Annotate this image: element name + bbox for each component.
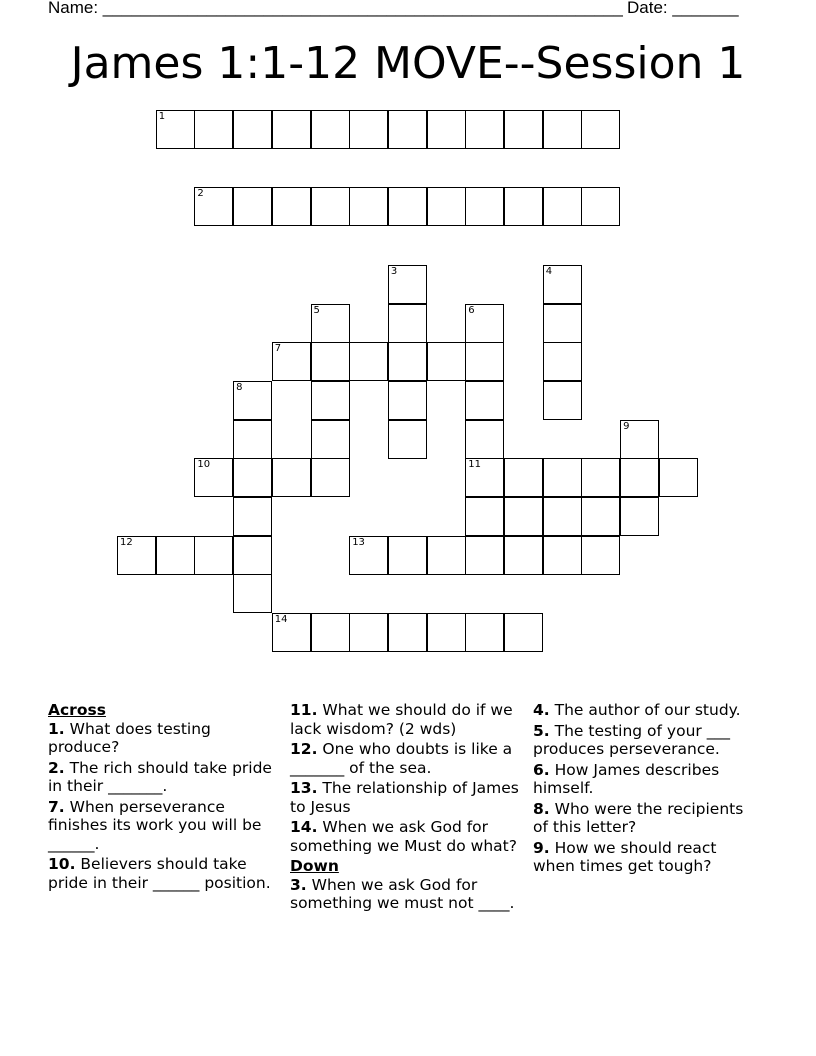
puzzle-title: James 1:1-12 MOVE--Session 1 xyxy=(70,38,746,89)
grid-cell[interactable] xyxy=(194,110,233,149)
grid-cell[interactable] xyxy=(427,536,466,575)
grid-cell[interactable] xyxy=(504,536,543,575)
grid-cell[interactable] xyxy=(388,536,427,575)
clues-column-2 xyxy=(290,701,522,915)
cell-number: 14 xyxy=(274,614,288,626)
grid-cell[interactable] xyxy=(543,110,582,149)
cell-number: 6 xyxy=(468,304,475,316)
grid-cell[interactable] xyxy=(543,381,582,420)
grid-cell[interactable] xyxy=(504,187,543,226)
down-clue-3: 3. When we ask God for something we must not ____. xyxy=(290,875,515,912)
grid-cell[interactable] xyxy=(388,342,427,381)
grid-cell[interactable] xyxy=(543,458,582,497)
cell-number: 9 xyxy=(623,420,630,432)
grid-cell[interactable] xyxy=(465,342,504,381)
grid-cell[interactable] xyxy=(311,110,350,149)
across-clue-11: 11. What we should do if we lack wisdom? (2 wds) xyxy=(290,701,513,738)
grid-cell[interactable] xyxy=(194,187,233,226)
cell-number: 1 xyxy=(158,111,166,122)
grid-cell[interactable] xyxy=(233,110,272,149)
grid-cell[interactable] xyxy=(465,304,504,343)
grid-cell[interactable] xyxy=(349,342,388,381)
grid-cell[interactable] xyxy=(620,497,659,536)
grid-cell[interactable] xyxy=(272,458,311,497)
grid-cell[interactable] xyxy=(272,110,311,149)
down-clue-9: 9. How we should react when times get tough? xyxy=(533,838,717,875)
grid-cell[interactable] xyxy=(427,613,466,652)
cell-number: 5 xyxy=(313,304,320,316)
down-clue-8: 8. Who were the recipients of this letter? xyxy=(533,799,744,836)
clues-column-3 xyxy=(533,701,763,878)
grid-cell[interactable] xyxy=(311,458,350,497)
cell-number: 10 xyxy=(197,459,211,471)
across-heading: Across xyxy=(48,701,106,719)
grid-cell[interactable] xyxy=(465,458,504,497)
down-heading: Down xyxy=(290,857,339,875)
grid-cell[interactable] xyxy=(504,613,543,652)
grid-cell[interactable] xyxy=(465,536,504,575)
grid-cell[interactable] xyxy=(349,187,388,226)
name-field-label: Name: _______________________________________________________ xyxy=(48,0,623,17)
down-clue-6: 6. How James describes himself. xyxy=(533,760,720,797)
grid-cell[interactable] xyxy=(233,187,272,226)
grid-cell[interactable] xyxy=(504,110,543,149)
grid-cell[interactable] xyxy=(233,536,272,575)
grid-cell[interactable] xyxy=(194,536,233,575)
grid-cell[interactable] xyxy=(194,458,233,497)
grid-cell[interactable] xyxy=(388,110,427,149)
cell-number: 8 xyxy=(236,381,243,393)
grid-cell[interactable] xyxy=(233,497,272,536)
grid-cell[interactable] xyxy=(349,613,388,652)
grid-cell[interactable] xyxy=(465,381,504,420)
grid-cell[interactable] xyxy=(427,187,466,226)
grid-cell[interactable] xyxy=(233,381,272,420)
grid-cell[interactable] xyxy=(427,342,466,381)
cell-number: 4 xyxy=(545,265,553,277)
grid-cell[interactable] xyxy=(581,497,620,536)
grid-cell[interactable] xyxy=(388,304,427,343)
cell-number: 2 xyxy=(197,188,204,200)
grid-cell[interactable] xyxy=(427,110,466,149)
grid-cell[interactable] xyxy=(388,187,427,226)
grid-cell[interactable] xyxy=(659,458,698,497)
down-clue-4: 4. The author of our study. xyxy=(533,701,741,719)
clues-column-1 xyxy=(48,701,278,894)
grid-cell[interactable] xyxy=(311,613,350,652)
across-clue-10: 10. Believers should take pride in their ______ position. xyxy=(48,855,271,892)
cell-number: 3 xyxy=(390,265,398,277)
cell-number: 11 xyxy=(468,459,482,471)
grid-cell[interactable] xyxy=(465,110,504,149)
grid-cell[interactable] xyxy=(388,420,427,459)
grid-cell[interactable] xyxy=(465,497,504,536)
grid-cell[interactable] xyxy=(311,381,350,420)
down-clue-5: 5. The testing of your ___ produces perseverance. xyxy=(533,721,730,758)
grid-cell[interactable] xyxy=(349,110,388,149)
grid-cell[interactable] xyxy=(543,342,582,381)
grid-cell[interactable] xyxy=(543,304,582,343)
across-clue-14: 14. When we ask God for something we Must do what? xyxy=(290,818,517,855)
grid-cell[interactable] xyxy=(581,187,620,226)
grid-cell[interactable] xyxy=(581,110,620,149)
grid-cell[interactable] xyxy=(504,458,543,497)
cell-number: 7 xyxy=(274,343,282,355)
across-clue-13: 13. The relationship of James to Jesus xyxy=(290,779,519,816)
grid-cell[interactable] xyxy=(311,304,350,343)
grid-cell[interactable] xyxy=(117,536,156,575)
grid-cell[interactable] xyxy=(349,536,388,575)
grid-cell[interactable] xyxy=(272,342,311,381)
grid-cell[interactable] xyxy=(581,458,620,497)
across-clue-7: 7. When perseverance finishes its work you will be ______. xyxy=(48,797,262,853)
grid-cell[interactable] xyxy=(465,187,504,226)
grid-cell[interactable] xyxy=(543,497,582,536)
grid-cell[interactable] xyxy=(311,342,350,381)
grid-cell[interactable] xyxy=(543,265,582,304)
grid-cell[interactable] xyxy=(311,187,350,226)
date-field-label: Date: _______ xyxy=(627,0,739,17)
grid-cell[interactable] xyxy=(272,187,311,226)
grid-cell[interactable] xyxy=(311,420,350,459)
grid-cell[interactable] xyxy=(388,265,427,304)
grid-cell[interactable] xyxy=(620,420,659,459)
grid-cell[interactable] xyxy=(581,536,620,575)
grid-cell[interactable] xyxy=(543,187,582,226)
grid-cell[interactable] xyxy=(465,420,504,459)
cell-number: 12 xyxy=(120,536,133,548)
cell-number: 13 xyxy=(352,536,365,548)
across-clue-1: 1. What does testing produce? xyxy=(48,719,211,756)
across-clue-2: 2. The rich should take pride in their _______. xyxy=(48,758,272,795)
grid-cell[interactable] xyxy=(156,536,195,575)
grid-cell[interactable] xyxy=(465,613,504,652)
grid-cell[interactable] xyxy=(620,458,659,497)
grid-cell[interactable] xyxy=(388,381,427,420)
across-clue-12: 12. One who doubts is like a _______ of the sea. xyxy=(290,740,513,777)
grid-cell[interactable] xyxy=(504,497,543,536)
grid-cell[interactable] xyxy=(543,536,582,575)
grid-cell[interactable] xyxy=(388,613,427,652)
grid-cell[interactable] xyxy=(233,574,272,613)
grid-cell[interactable] xyxy=(156,110,195,149)
grid-cell[interactable] xyxy=(272,613,311,652)
grid-cell[interactable] xyxy=(233,420,272,459)
grid-cell[interactable] xyxy=(233,458,272,497)
